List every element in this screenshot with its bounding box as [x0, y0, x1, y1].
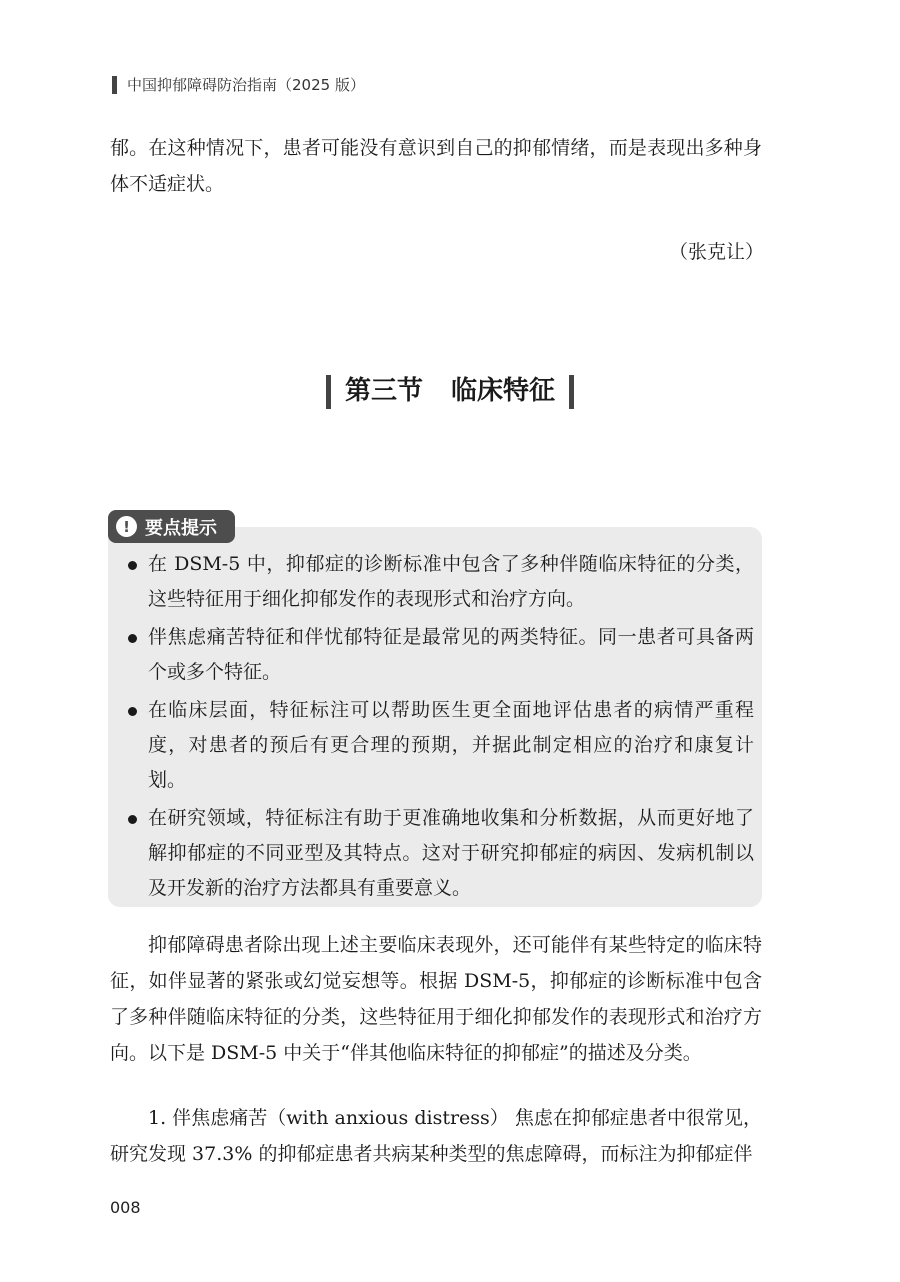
keypoints-list	[118, 547, 754, 909]
bullet-icon	[128, 561, 137, 570]
keypoint-item: 在研究领域，特征标注有助于更准确地收集和分析数据，从而更好地了解抑郁症的不同亚型及其特点。这对于研究抑郁症的病因、发病机制以及开发新的治疗方法都具有重要意义。	[118, 801, 754, 906]
keypoint-item: 在 DSM-5 中，抑郁症的诊断标准中包含了多种伴随临床特征的分类，这些特征用于细化抑郁发作的表现形式和治疗方向。	[118, 547, 754, 617]
running-header	[112, 74, 365, 95]
section-number: 第三节	[344, 376, 423, 406]
title-left-bar	[326, 375, 331, 409]
bullet-icon	[128, 707, 137, 716]
keypoint-item: 伴焦虑痛苦特征和伴忧郁特征是最常见的两类特征。同一患者可具备两个或多个特征。	[118, 620, 754, 690]
title-right-bar	[569, 375, 574, 409]
bullet-icon	[128, 634, 137, 643]
keypoints-label: 要点提示	[145, 517, 217, 539]
main-paragraph: 抑郁障碍患者除出现上述主要临床表现外，还可能伴有某些特定的临床特征，如伴显著的紧张或幻觉妄想等。根据 DSM-5，抑郁症的诊断标准中包含了多种伴随临床特征的分类，这些特征用于细化抑郁发作的表现形式和治疗方向。以下是 DSM-5 中关于“伴其他临床特征的抑郁症”的描述及分类。	[110, 934, 762, 1064]
header-bar-marker	[112, 76, 117, 94]
keypoints-tag	[108, 510, 235, 543]
running-title: 中国抑郁障碍防治指南（2025 版）	[127, 76, 365, 94]
section-title	[0, 370, 900, 409]
author-credit: （张克让）	[668, 241, 764, 263]
keypoint-item: 在临床层面，特征标注可以帮助医生更全面地评估患者的病情严重程度，对患者的预后有更合理的预期，并据此制定相应的治疗和康复计划。	[118, 693, 754, 798]
item-1-paragraph: 1. 伴焦虑痛苦（with anxious distress） 焦虑在抑郁症患者中很常见，研究发现 37.3% 的抑郁症患者共病某种类型的焦虑障碍，而标注为抑郁症伴	[110, 1107, 762, 1165]
page-number: 008	[110, 1198, 141, 1217]
continued-paragraph: 郁。在这种情况下，患者可能没有意识到自己的抑郁情绪，而是表现出多种身体不适症状。	[110, 137, 762, 195]
section-name: 临床特征	[451, 376, 556, 406]
exclamation-circle-icon: !	[116, 516, 137, 537]
bullet-icon	[128, 815, 137, 824]
